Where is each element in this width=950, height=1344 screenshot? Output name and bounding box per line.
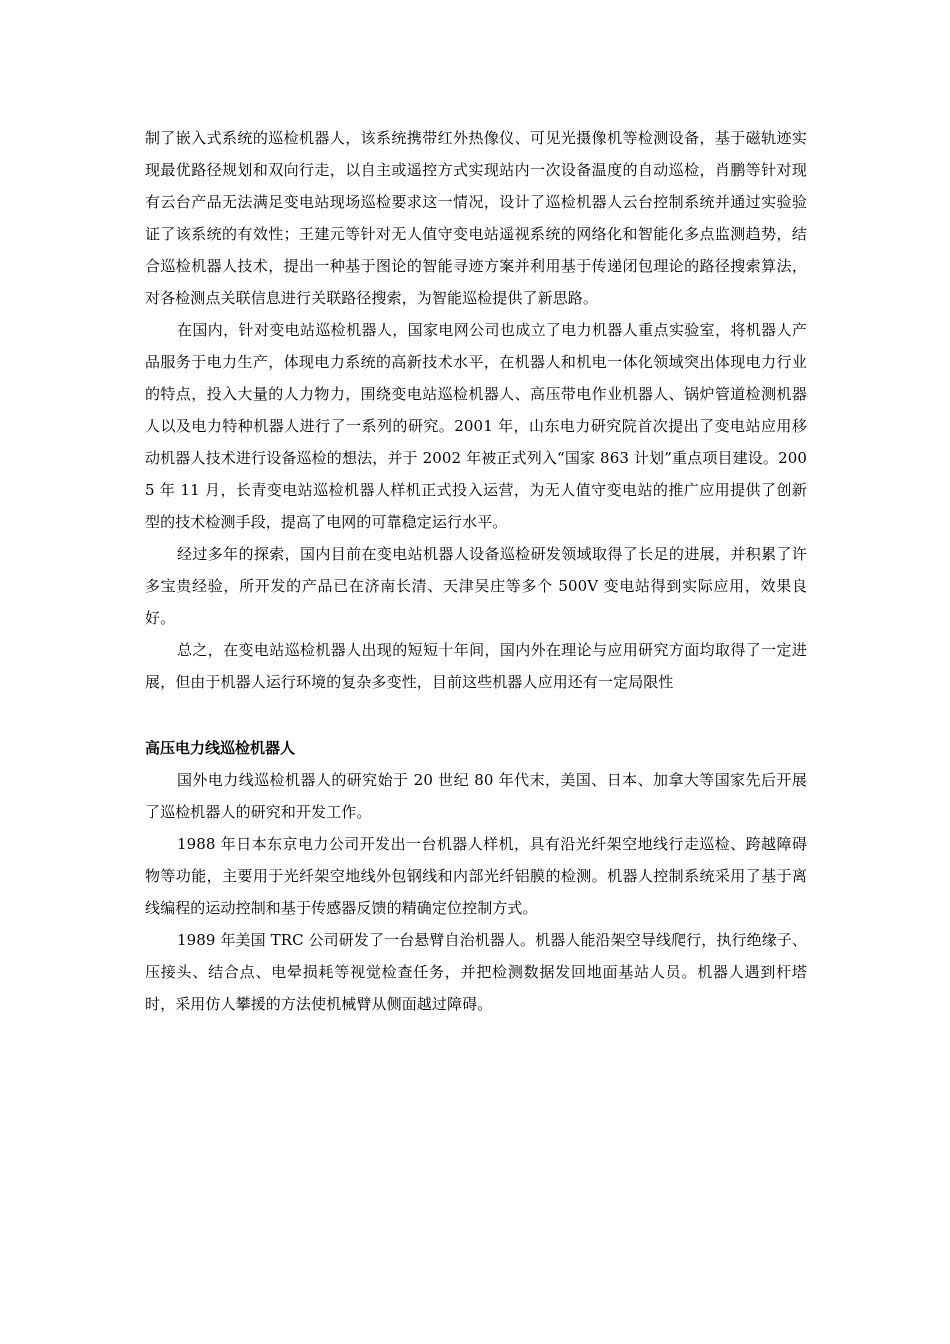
paragraph-continued: 制了嵌入式系统的巡检机器人，该系统携带红外热像仪、可见光摄像机等检测设备，基于磁轨迹实现最优路径规划和双向行走，以自主或遥控方式实现站内一次设备温度的自动巡检，肖鹏等针对现有云台产品无法满足变电站现场巡检要求这一情况，设计了巡检机器人云台控制系统并通过实验验证了该系统的有效性；王建元等针对无人值守变电站遥视系统的网络化和智能化多点监测趋势，结合巡检机器人技术，提出一种基于图论的智能寻迹方案并利用基于传递闭包理论的路径搜索算法，对各检测点关联信息进行关联路径搜索，为智能巡检提供了新思路。 — [145, 129, 807, 307]
paragraph-progress: 经过多年的探索，国内目前在变电站机器人设备巡检研发领域取得了长足的进展，并积累了许多宝贵经验，所开发的产品已在济南长清、天津吴庄等多个 500V 变电站得到实际应用，效果良好。 — [145, 545, 807, 627]
paragraph-foreign-research: 国外电力线巡检机器人的研究始于 20 世纪 80 年代末，美国、日本、加拿大等国家先后开展了巡检机器人的研究和开发工作。 — [145, 771, 807, 821]
paragraph-domestic-research: 在国内，针对变电站巡检机器人，国家电网公司也成立了电力机器人重点实验室，将机器人产品服务于电力生产，体现电力系统的高新技术水平，在机器人和机电一体化领域突出体现电力行业的特点，投入大量的人力物力，围绕变电站巡检机器人、高压带电作业机器人、锅炉管道检测机器人以及电力特种机器人进行了一系列的研究。2001 年，山东电力研究院首次提出了变电站应用移动机器人技术进行设备巡检的想法，并于 2002 年被正式列入“国家 863 计划”重点项目建设。2005 年 11 月，长青变电站巡检机器人样机正式投入运营，为无人值守变电站的推广应用提供了创新型的技术检测手段，提高了电网的可靠稳定运行水平。 — [145, 321, 807, 531]
document-body — [145, 122, 807, 1020]
paragraph-usa-1989: 1989 年美国 TRC 公司研发了一台悬臂自治机器人。机器人能沿架空导线爬行，执行绝缘子、压接头、结合点、电晕损耗等视觉检查任务，并把检测数据发回地面基站人员。机器人遇到杆塔时，采用仿人攀援的方法使机械臂从侧面越过障碍。 — [145, 931, 807, 1013]
paragraph-summary: 总之，在变电站巡检机器人出现的短短十年间，国内外在理论与应用研究方面均取得了一定进展，但由于机器人运行环境的复杂多变性，目前这些机器人应用还有一定局限性 — [145, 641, 807, 691]
paragraph-japan-1988: 1988 年日本东京电力公司开发出一台机器人样机，具有沿光纤架空地线行走巡检、跨越障碍物等功能，主要用于光纤架空地线外包钢线和内部光纤铝膜的检测。机器人控制系统采用了基于离线编程的运动控制和基于传感器反馈的精确定位控制方式。 — [145, 835, 807, 917]
section-heading: 高压电力线巡检机器人 — [145, 739, 296, 757]
